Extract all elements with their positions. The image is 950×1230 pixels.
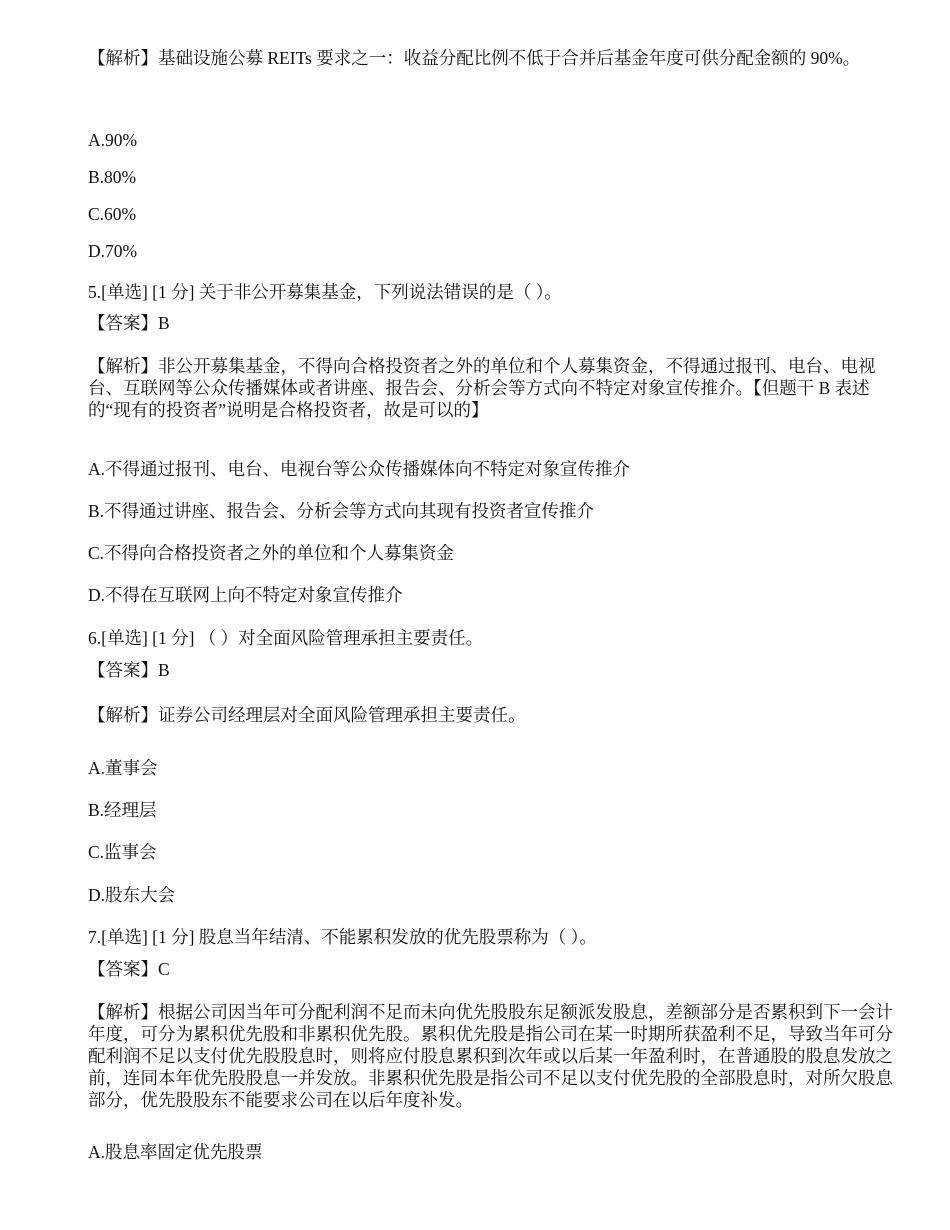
q6-explanation: 【解析】证券公司经理层对全面风险管理承担主要责任。 (88, 705, 526, 725)
q5-question: 5.[单选] [1 分] 关于非公开募集基金，下列说法错误的是（ ）。 (88, 282, 562, 302)
q4-option-d: D.70% (88, 241, 138, 261)
q5-option-c: C.不得向合格投资者之外的单位和个人募集资金 (88, 543, 455, 563)
q4-option-b: B.80% (88, 167, 137, 187)
q5-option-d: D.不得在互联网上向不特定对象宣传推介 (88, 585, 403, 605)
q5-option-b: B.不得通过讲座、报告会、分析会等方式向其现有投资者宣传推介 (88, 501, 595, 521)
q5-option-a: A.不得通过报刊、电台、电视台等公众传播媒体向不特定对象宣传推介 (88, 459, 631, 479)
q7-explanation: 【解析】根据公司因当年可分配利润不足而未向优先股股东足额派发股息，差额部分是否累积到下一会计年度，可分为累积优先股和非累积优先股。累积优先股是指公司在某一时期所获盈利不足，导致当年可分配利润不足以支付优先股股息时，则将应付股息累积到次年或以后某一年盈利时，在普通股的股息发放之前，连同本年优先股股息一并发放。非累积优先股是指公司不足以支付优先股的全部股息时，对所欠股息部分，优先股股东不能要求公司在以后年度补发。 (88, 1002, 893, 1110)
q4-option-c: C.60% (88, 204, 137, 224)
q6-option-c: C.监事会 (88, 842, 157, 862)
q5-answer: 【答案】B (88, 313, 170, 333)
q7-answer: 【答案】C (88, 959, 170, 979)
q5-explanation: 【解析】非公开募集基金，不得向合格投资者之外的单位和个人募集资金，不得通过报刊、电台、电视台、互联网等公众传播媒体或者讲座、报告会、分析会等方式向不特定对象宣传推介。【但题干 B 表述的“现有的投资者”说明是合格投资者，故是可以的】 (88, 356, 876, 420)
q4-option-a: A.90% (88, 130, 138, 150)
q6-option-b: B.经理层 (88, 800, 157, 820)
q7-option-a: A.股息率固定优先股票 (88, 1142, 263, 1162)
q4-explanation: 【解析】基础设施公募 REITs 要求之一：收益分配比例不低于合并后基金年度可供分配金额的 90%。 (88, 48, 861, 68)
q6-question: 6.[单选] [1 分] （ ）对全面风险管理承担主要责任。 (88, 628, 484, 648)
q6-option-d: D.股东大会 (88, 885, 176, 905)
q7-question: 7.[单选] [1 分] 股息当年结清、不能累积发放的优先股票称为（ ）。 (88, 927, 597, 947)
q6-option-a: A.董事会 (88, 758, 158, 778)
q6-answer: 【答案】B (88, 660, 170, 680)
